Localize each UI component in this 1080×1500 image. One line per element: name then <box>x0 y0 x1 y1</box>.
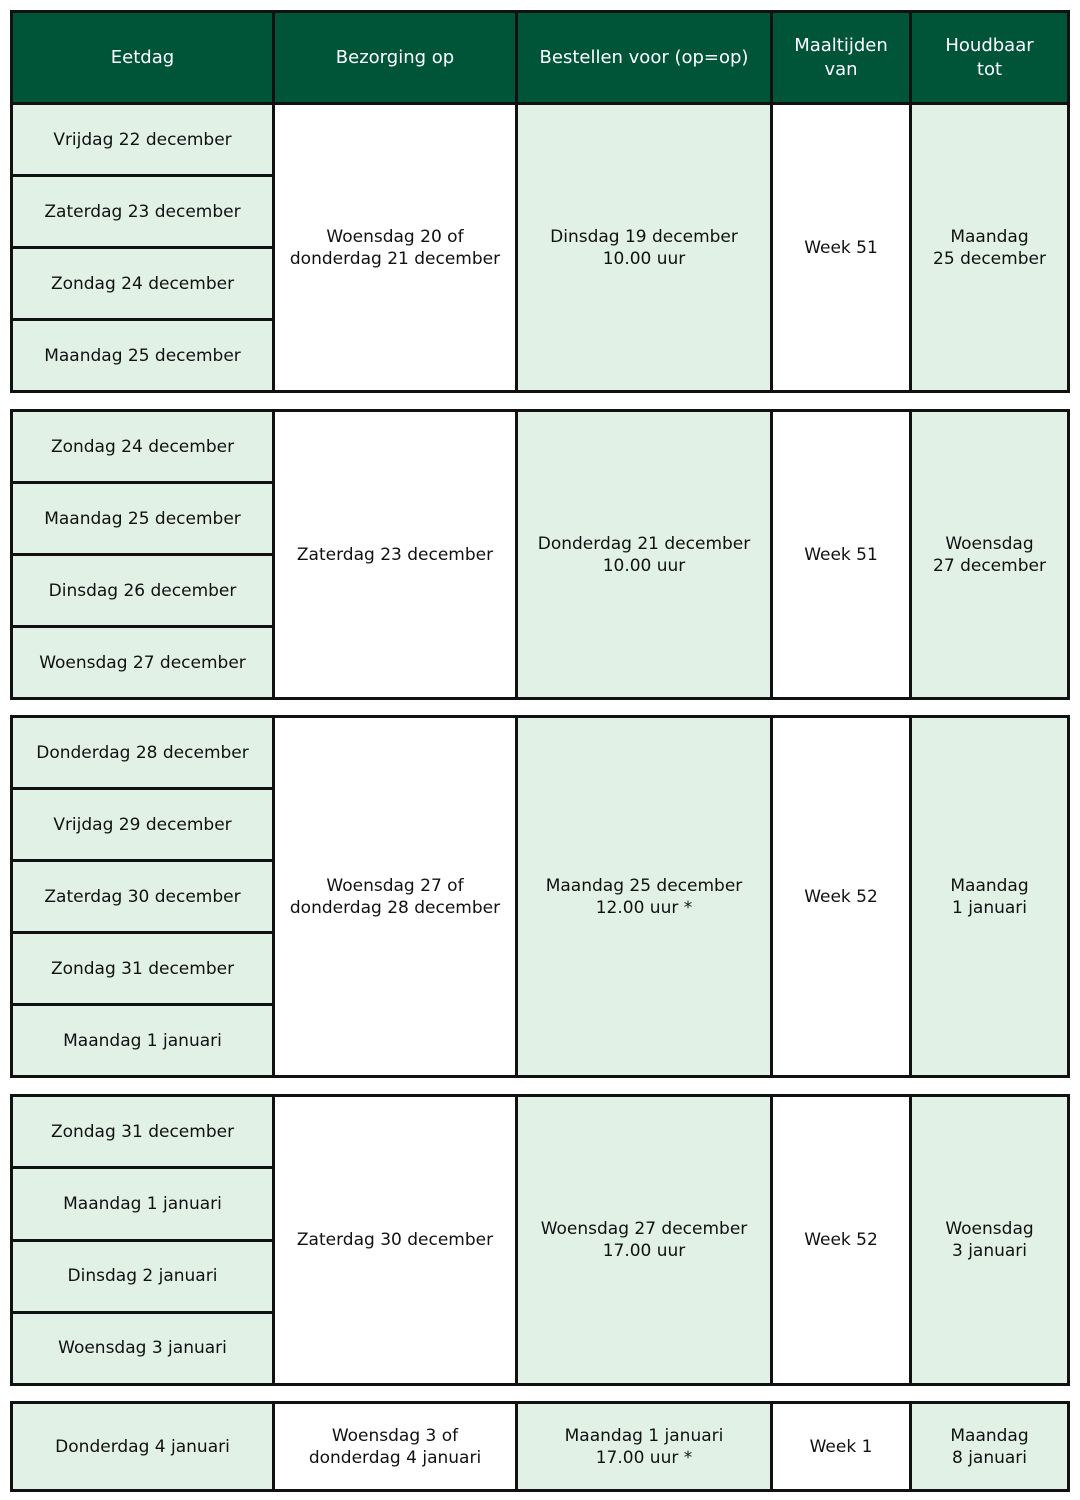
eetdag-item: Dinsdag 26 december <box>13 556 272 628</box>
eetdag-item: Dinsdag 2 januari <box>13 1242 272 1314</box>
houdbaar-cell: Maandag 8 januari <box>912 1404 1067 1489</box>
bezorging-cell: Woensdag 27 of donderdag 28 december <box>275 718 518 1075</box>
eetdag-item: Vrijdag 22 december <box>13 105 272 177</box>
houdbaar-cell: Woensdag 27 december <box>912 412 1067 697</box>
header-bestellen: Bestellen voor (op=op) <box>518 13 773 102</box>
houdbaar-cell: Woensdag 3 januari <box>912 1097 1067 1383</box>
eetdag-item: Zondag 31 december <box>13 934 272 1006</box>
eetdag-list <box>13 718 275 1075</box>
schedule-group-2 <box>10 409 1070 700</box>
eetdag-item: Zondag 24 december <box>13 412 272 484</box>
schedule-group-1 <box>10 102 1070 393</box>
maaltijden-cell: Week 52 <box>773 1097 912 1383</box>
eetdag-list <box>13 105 275 390</box>
bestellen-cell: Donderdag 21 december 10.00 uur <box>518 412 773 697</box>
eetdag-list <box>13 1404 275 1489</box>
eetdag-item: Maandag 25 december <box>44 345 241 366</box>
eetdag-item: Woensdag 3 januari <box>58 1338 227 1359</box>
bezorging-cell: Zaterdag 23 december <box>275 412 518 697</box>
bezorging-cell: Zaterdag 30 december <box>275 1097 518 1383</box>
eetdag-item: Maandag 1 januari <box>63 1030 222 1051</box>
maaltijden-cell: Week 52 <box>773 718 912 1075</box>
eetdag-item: Zaterdag 30 december <box>13 862 272 934</box>
bestellen-cell: Dinsdag 19 december 10.00 uur <box>518 105 773 390</box>
header-houdbaar: Houdbaar tot <box>945 34 1034 80</box>
maaltijden-cell: Week 51 <box>773 105 912 390</box>
table-header <box>10 10 1070 105</box>
eetdag-item: Maandag 25 december <box>13 484 272 556</box>
schedule-group-4 <box>10 1094 1070 1386</box>
eetdag-item: Vrijdag 29 december <box>13 790 272 862</box>
bestellen-cell: Maandag 1 januari 17.00 uur * <box>518 1404 773 1489</box>
bezorging-cell: Woensdag 3 of donderdag 4 januari <box>275 1404 518 1489</box>
header-maaltijden: Maaltijden van <box>773 13 912 102</box>
header-bezorging: Bezorging op <box>275 13 518 102</box>
maaltijden-cell: Week 51 <box>773 412 912 697</box>
eetdag-item: Zondag 24 december <box>13 249 272 321</box>
header-eetdag: Eetdag <box>13 13 275 102</box>
schedule-group-3 <box>10 715 1070 1078</box>
eetdag-item: Donderdag 4 januari <box>55 1436 230 1457</box>
houdbaar-cell: Maandag 1 januari <box>912 718 1067 1075</box>
houdbaar-cell: Maandag 25 december <box>912 105 1067 390</box>
eetdag-item: Donderdag 28 december <box>13 718 272 790</box>
eetdag-item: Zondag 31 december <box>13 1097 272 1169</box>
eetdag-item: Maandag 1 januari <box>13 1169 272 1241</box>
bestellen-cell: Woensdag 27 december 17.00 uur <box>518 1097 773 1383</box>
eetdag-item: Zaterdag 23 december <box>13 177 272 249</box>
maaltijden-cell: Week 1 <box>773 1404 912 1489</box>
schedule-group-5 <box>10 1401 1070 1492</box>
eetdag-item: Woensdag 27 december <box>39 652 246 673</box>
bezorging-cell: Woensdag 20 of donderdag 21 december <box>275 105 518 390</box>
eetdag-list <box>13 412 275 697</box>
eetdag-list <box>13 1097 275 1383</box>
bestellen-cell: Maandag 25 december 12.00 uur * <box>518 718 773 1075</box>
